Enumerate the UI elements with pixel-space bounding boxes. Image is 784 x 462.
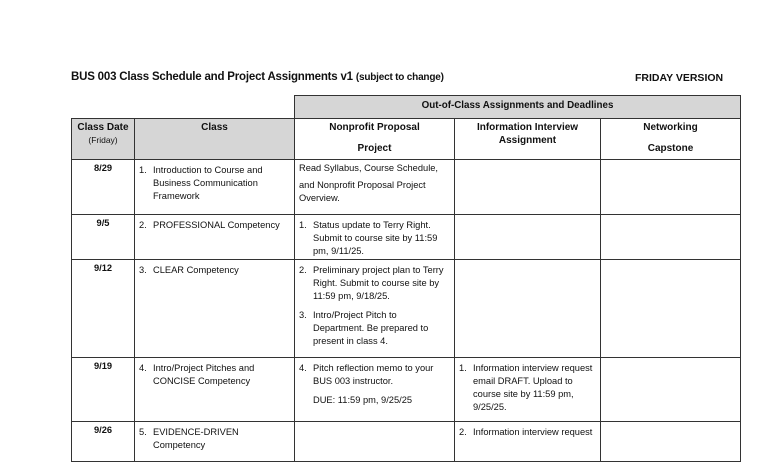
class-number: 2. <box>139 220 147 230</box>
schedule-table <box>71 95 741 462</box>
proposal-number: 1. <box>299 220 307 230</box>
interview-number: 1. <box>459 363 467 373</box>
header-interview-line1: Information Interview <box>476 122 579 133</box>
proposal-due: DUE: 11:59 pm, 9/25/25 <box>313 395 413 405</box>
table-row <box>72 422 741 462</box>
row-date: 9/19 <box>72 358 135 422</box>
proposal-number: 2. <box>299 265 307 275</box>
row-proposal <box>295 358 455 422</box>
row-interview <box>455 358 601 422</box>
row-networking <box>601 358 741 422</box>
header-interview <box>455 119 601 160</box>
header-class-label: Class <box>201 122 228 133</box>
interview-text: Information interview request <box>473 427 593 437</box>
header-proposal-line2: Project <box>357 143 392 154</box>
class-number: 5. <box>139 427 147 437</box>
column-header-row <box>72 119 741 160</box>
class-number: 4. <box>139 363 147 373</box>
proposal-text: Read Syllabus, Course Schedule, <box>299 163 439 173</box>
proposal-text: Status update to Terry Right. Submit to course site by 11:59 pm, 9/11/25. <box>313 220 438 256</box>
row-networking <box>601 215 741 260</box>
row-class <box>135 160 295 215</box>
row-networking <box>601 422 741 462</box>
row-proposal <box>295 160 455 215</box>
header-date-sub: (Friday) <box>88 135 118 145</box>
row-date: 9/12 <box>72 260 135 358</box>
table-row <box>72 358 741 422</box>
header-networking-line2: Capstone <box>647 143 694 154</box>
class-title: Intro/Project Pitches and CONCISE Competency <box>153 363 255 386</box>
class-number: 1. <box>139 165 147 175</box>
row-networking <box>601 160 741 215</box>
header-networking-line1: Networking <box>643 122 698 133</box>
class-number: 3. <box>139 265 147 275</box>
title-note: (subject to change) <box>355 72 444 83</box>
row-class <box>135 358 295 422</box>
proposal-number: 3. <box>299 310 307 320</box>
blank-corner <box>72 96 295 119</box>
interview-number: 2. <box>459 427 467 437</box>
proposal-text: and Nonprofit Proposal Project Overview. <box>299 180 426 203</box>
header-date-label: Class Date <box>77 122 129 133</box>
interview-text: Information interview request email DRAFT. Upload to course site by 11:59 pm, 9/25/25. <box>473 363 593 412</box>
row-proposal <box>295 260 455 358</box>
proposal-text: Preliminary project plan to Terry Right. Submit to course site by 11:59 pm, 9/18/25. <box>313 265 444 301</box>
document-title <box>71 71 444 83</box>
table-row <box>72 260 741 358</box>
row-proposal <box>295 422 455 462</box>
row-interview <box>455 260 601 358</box>
row-networking <box>601 260 741 358</box>
row-class <box>135 215 295 260</box>
group-header-row <box>72 96 741 119</box>
row-class <box>135 260 295 358</box>
table-row <box>72 215 741 260</box>
version-label: FRIDAY VERSION <box>635 72 724 84</box>
class-title: PROFESSIONAL Competency <box>153 220 280 230</box>
row-date: 9/5 <box>72 215 135 260</box>
header-proposal <box>295 119 455 160</box>
proposal-text: Pitch reflection memo to your BUS 003 instructor. <box>313 363 434 386</box>
row-interview <box>455 160 601 215</box>
row-proposal <box>295 215 455 260</box>
class-title: Introduction to Course and Business Communication Framework <box>153 165 263 201</box>
proposal-number: 4. <box>299 363 307 373</box>
class-title: CLEAR Competency <box>153 265 239 275</box>
row-date: 9/26 <box>72 422 135 462</box>
header-class <box>135 119 295 160</box>
header-networking <box>601 119 741 160</box>
row-interview <box>455 422 601 462</box>
group-header: Out-of-Class Assignments and Deadlines <box>295 96 741 119</box>
proposal-text: Intro/Project Pitch to Department. Be prepared to present in class 4. <box>313 310 429 346</box>
header-interview-line2: Assignment <box>498 135 557 146</box>
header-proposal-line1: Nonprofit Proposal <box>329 122 420 133</box>
row-interview <box>455 215 601 260</box>
row-class <box>135 422 295 462</box>
header-date <box>72 119 135 160</box>
class-title: EVIDENCE-DRIVEN Competency <box>153 427 239 450</box>
table-row <box>72 160 741 215</box>
row-date: 8/29 <box>72 160 135 215</box>
title-text: BUS 003 Class Schedule and Project Assignments v1 <box>71 71 353 83</box>
